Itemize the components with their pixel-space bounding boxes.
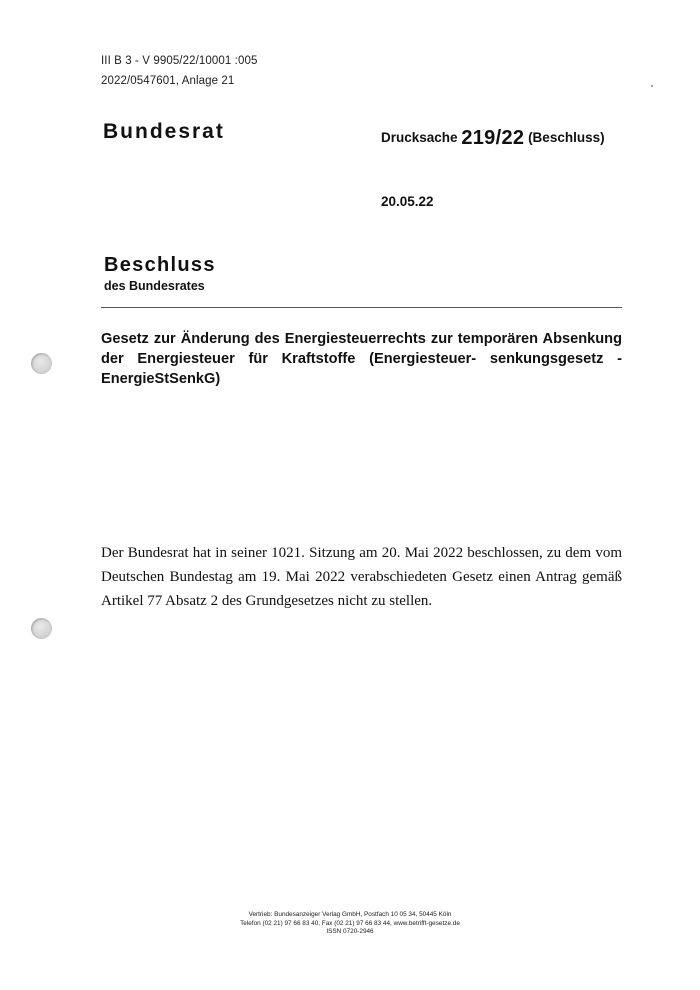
document-date: 20.05.22	[381, 194, 434, 209]
drucksache-suffix: (Beschluss)	[528, 130, 605, 145]
resolution-text: Der Bundesrat hat in seiner 1021. Sitzung am 20. Mai 2022 beschlossen, zu dem vom Deutschen Bundestag am 19. Mai 2022 verabschiedeten Gesetz einen Antrag gemäß Artikel 77 Absatz 2 des Grundgesetzes nicht zu stellen.	[101, 545, 622, 609]
document-type: Beschluss	[104, 254, 216, 276]
punch-hole-top	[31, 353, 52, 374]
scan-speck	[651, 85, 653, 87]
document-type-subtitle: des Bundesrates	[104, 279, 205, 293]
punch-hole-bottom	[31, 618, 52, 639]
footer-contact: Telefon (02 21) 97 66 83 40, Fax (02 21) 97 66 83 44, www.betrifft-gesetze.de	[240, 919, 460, 927]
law-title	[101, 329, 622, 389]
drucksache-label: Drucksache	[381, 130, 458, 145]
reference-number: III B 3 - V 9905/22/10001 :005	[101, 55, 258, 67]
footer-issn: ISSN 0720-2946	[326, 928, 374, 935]
law-title-line: senkungsgesetz - EnergieStSenkG)	[101, 351, 622, 387]
divider	[101, 307, 622, 308]
reference-attachment: 2022/0547601, Anlage 21	[101, 75, 235, 87]
law-title-line: Gesetz zur Änderung des Energiesteuerrechts zur temporären	[101, 331, 539, 347]
drucksache-line	[381, 127, 605, 150]
drucksache-number: 219/22	[461, 127, 525, 149]
organization-name: Bundesrat	[103, 120, 225, 143]
publisher-footer	[0, 911, 700, 937]
footer-distribution: Vertrieb: Bundesanzeiger Verlag GmbH, Postfach 10 05 34, 50445 Köln	[248, 911, 452, 918]
law-title-line: Absenkung der Energiesteuer für Kraftstoffe (Energiesteuer-	[101, 331, 622, 367]
